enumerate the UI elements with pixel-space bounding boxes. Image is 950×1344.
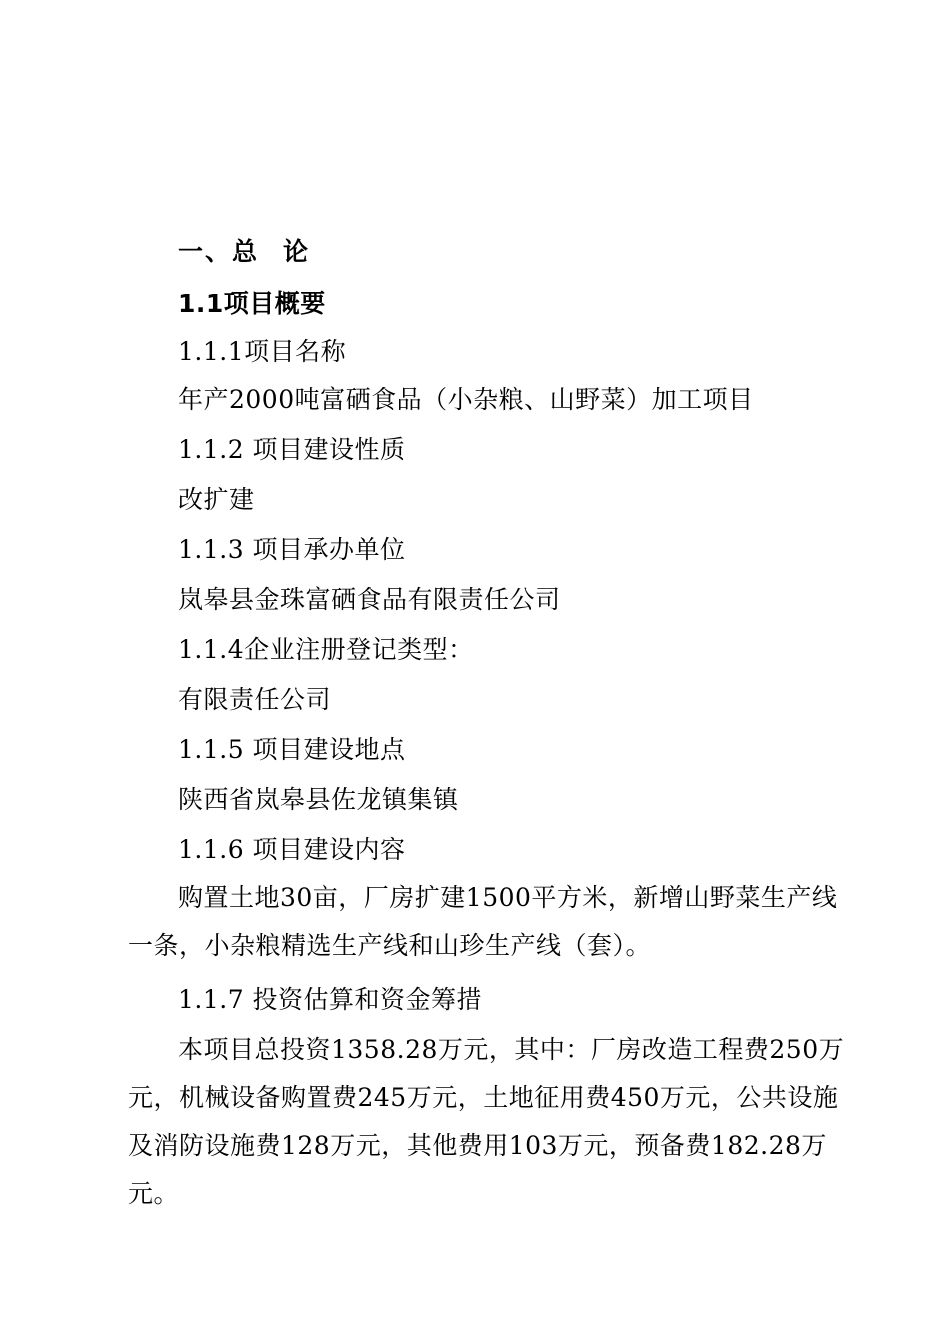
item-value-construction-site: 陕西省岚皋县佐龙镇集镇 [178, 785, 459, 814]
chapter-heading-word: 论 [283, 237, 311, 266]
investment-paragraph-line-2: 元，机械设备购置费245万元，土地征用费450万元，公共设施 [128, 1083, 839, 1112]
item-label-construction-site: 1.1.5 项目建设地点 [178, 735, 406, 764]
item-value-registration-type: 有限责任公司 [178, 685, 332, 714]
chapter-heading-number: 一、总 [178, 237, 260, 266]
item-label-investment: 1.1.7 投资估算和资金筹措 [178, 985, 483, 1014]
chapter-heading [178, 236, 310, 268]
investment-paragraph-line-3: 及消防设施费128万元，其他费用103万元，预备费182.28万 [128, 1131, 827, 1160]
item-value-project-name: 年产2000吨富硒食品（小杂粮、山野菜）加工项目 [178, 385, 754, 414]
item-label-registration-type: 1.1.4企业注册登记类型： [178, 635, 474, 664]
content-paragraph-line-2: 一条，小杂粮精选生产线和山珍生产线（套）。 [128, 931, 652, 960]
item-label-construction-nature: 1.1.2 项目建设性质 [178, 435, 406, 464]
item-value-construction-nature: 改扩建 [178, 485, 255, 514]
investment-paragraph-line-4: 元。 [128, 1179, 180, 1208]
item-value-undertaking-unit: 岚皋县金珠富硒食品有限责任公司 [178, 585, 561, 614]
item-label-undertaking-unit: 1.1.3 项目承办单位 [178, 535, 406, 564]
investment-paragraph-line-1: 本项目总投资1358.28万元，其中：厂房改造工程费250万 [178, 1035, 845, 1064]
item-label-construction-content: 1.1.6 项目建设内容 [178, 835, 406, 864]
item-label-project-name: 1.1.1项目名称 [178, 337, 347, 366]
section-title: 1.1项目概要 [178, 289, 326, 318]
content-paragraph-line-1: 购置土地30亩，厂房扩建1500平方米，新增山野菜生产线 [178, 883, 838, 912]
